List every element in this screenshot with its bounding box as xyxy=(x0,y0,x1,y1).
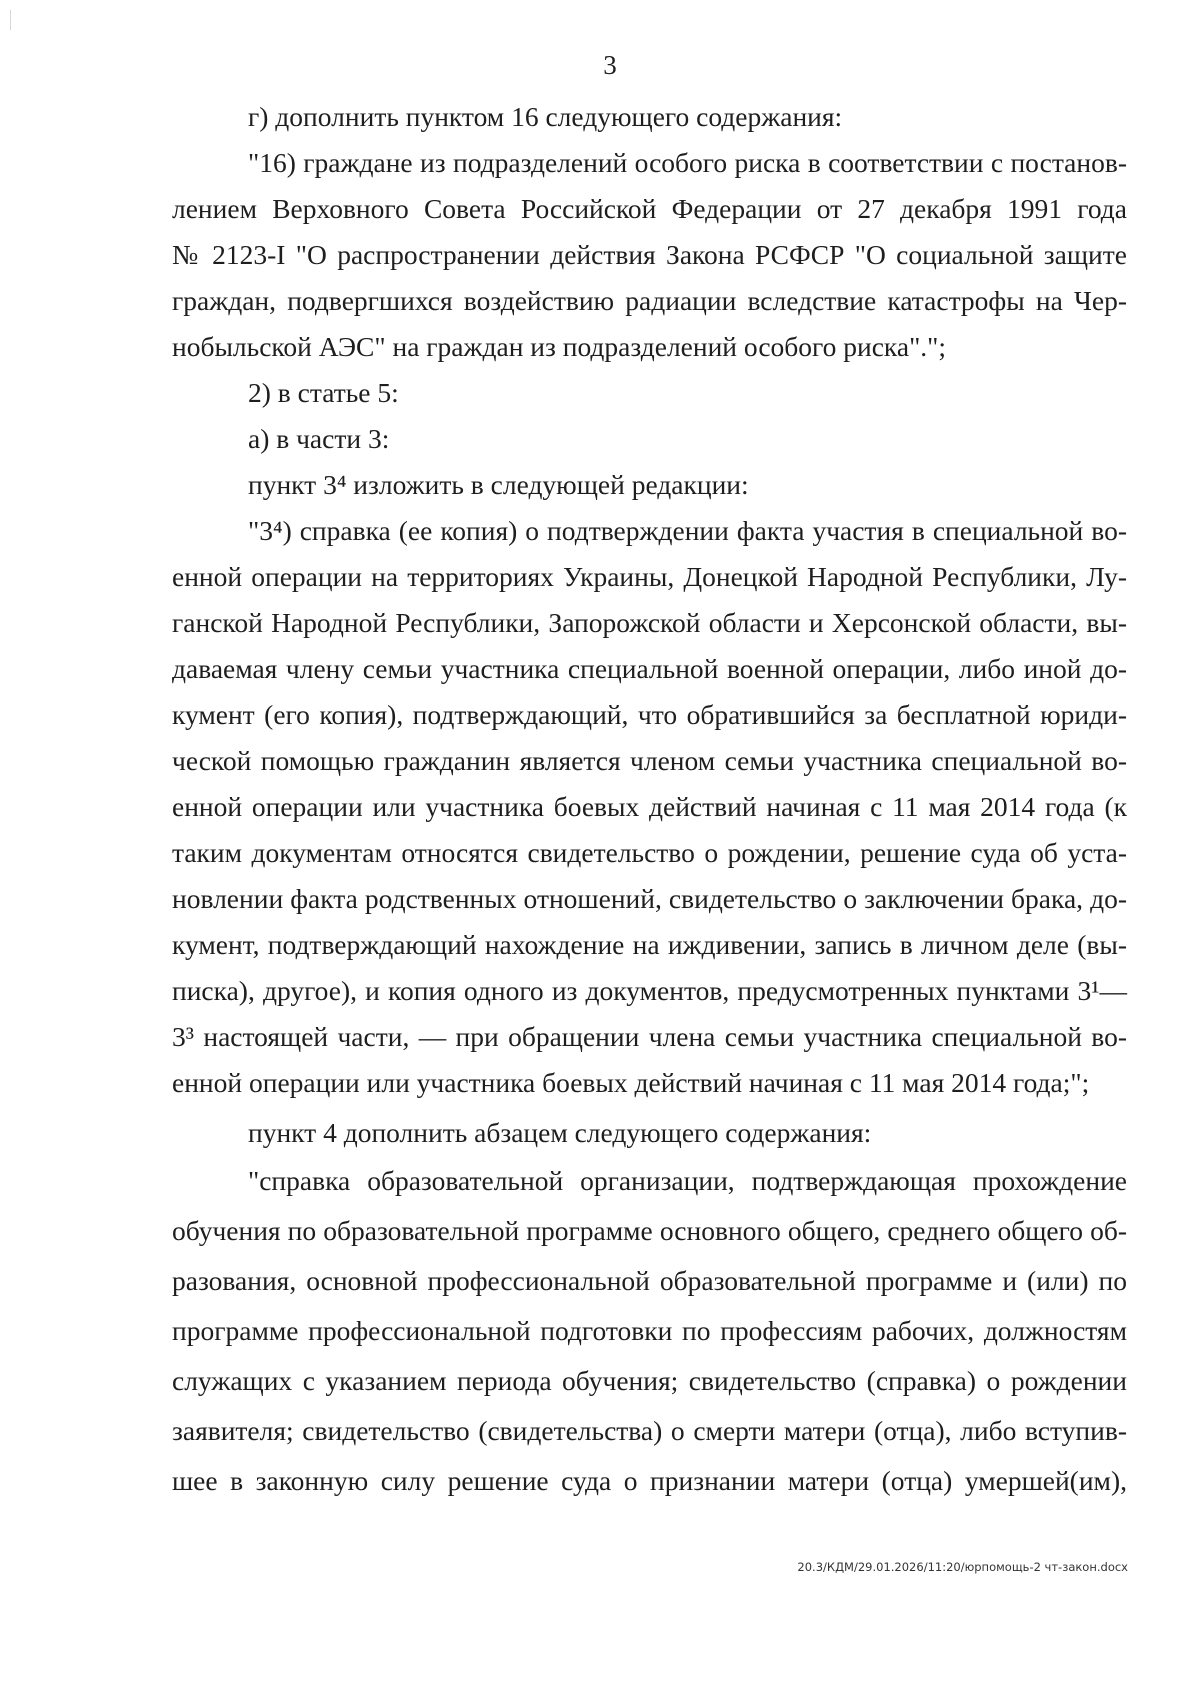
text-line: служащих с указанием периода обучения; свидетельство (справка) о рождении xyxy=(172,1365,1127,1396)
text-line: 2) в статье 5: xyxy=(248,377,399,408)
text-line: обучения по образовательной программе основного общего, среднего общего об- xyxy=(172,1215,1127,1246)
text-line: ганской Народной Республики, Запорожской области и Херсонской области, вы- xyxy=(172,607,1127,638)
text-line: г) дополнить пунктом 16 следующего содержания: xyxy=(248,101,843,132)
text-line: ческой помощью гражданин является членом семьи участника специальной во- xyxy=(172,745,1127,776)
text-line: енной операции или участника боевых действий начиная с 11 мая 2014 года;"; xyxy=(172,1067,1090,1098)
page-number: 3 xyxy=(603,50,617,80)
text-line: кумент, подтверждающий нахождение на иждивении, запись в личном деле (вы- xyxy=(172,929,1127,960)
text-line: писка), другое), и копия одного из документов, предусмотренных пунктами 3¹— xyxy=(172,975,1127,1006)
text-line: программе профессиональной подготовки по профессиям рабочих, должностям xyxy=(172,1315,1127,1346)
text-line: нобыльской АЭС" на граждан из подразделений особого риска"."; xyxy=(172,331,947,362)
text-line: "справка образовательной организации, подтверждающая прохождение xyxy=(248,1165,1127,1196)
text-line: новлении факта родственных отношений, свидетельство о заключении брака, до- xyxy=(172,883,1127,914)
scan-margin-mark xyxy=(10,10,11,30)
text-line: заявителя; свидетельство (свидетельства) о смерти матери (отца), либо вступив- xyxy=(172,1415,1127,1446)
text-line: кумент (его копия), подтверждающий, что обратившийся за бесплатной юриди- xyxy=(172,699,1127,730)
text-line: пункт 4 дополнить абзацем следующего содержания: xyxy=(248,1117,872,1148)
document-footer: 20.3/КДМ/29.01.2026/11:20/юрпомощь-2 чт-закон.docx xyxy=(797,1560,1128,1574)
text-line: № 2123-I "О распространении действия Закона РСФСР "О социальной защите xyxy=(172,239,1127,270)
text-line: енной операции на территориях Украины, Донецкой Народной Республики, Лу- xyxy=(172,561,1127,592)
text-line: 3³ настоящей части, — при обращении члена семьи участника специальной во- xyxy=(172,1021,1127,1052)
text-line: лением Верховного Совета Российской Федерации от 27 декабря 1991 года xyxy=(172,193,1127,224)
text-line: "3⁴) справка (ее копия) о подтверждении факта участия в специальной во- xyxy=(248,515,1127,546)
text-line: таким документам относятся свидетельство о рождении, решение суда об уста- xyxy=(172,837,1127,868)
text-line: а) в части 3: xyxy=(248,423,390,454)
text-line: енной операции или участника боевых действий начиная с 11 мая 2014 года (к xyxy=(172,791,1127,822)
text-line: шее в законную силу решение суда о признании матери (отца) умершей(им), xyxy=(172,1465,1127,1496)
text-line: разования, основной профессиональной образовательной программе и (или) по xyxy=(172,1265,1127,1296)
text-line: пункт 3⁴ изложить в следующей редакции: xyxy=(248,469,749,500)
text-line: "16) граждане из подразделений особого риска в соответствии с постанов- xyxy=(248,147,1127,178)
text-line: даваемая члену семьи участника специальной военной операции, либо иной до- xyxy=(172,653,1127,684)
text-line: граждан, подвергшихся воздействию радиации вследствие катастрофы на Чер- xyxy=(172,285,1127,316)
